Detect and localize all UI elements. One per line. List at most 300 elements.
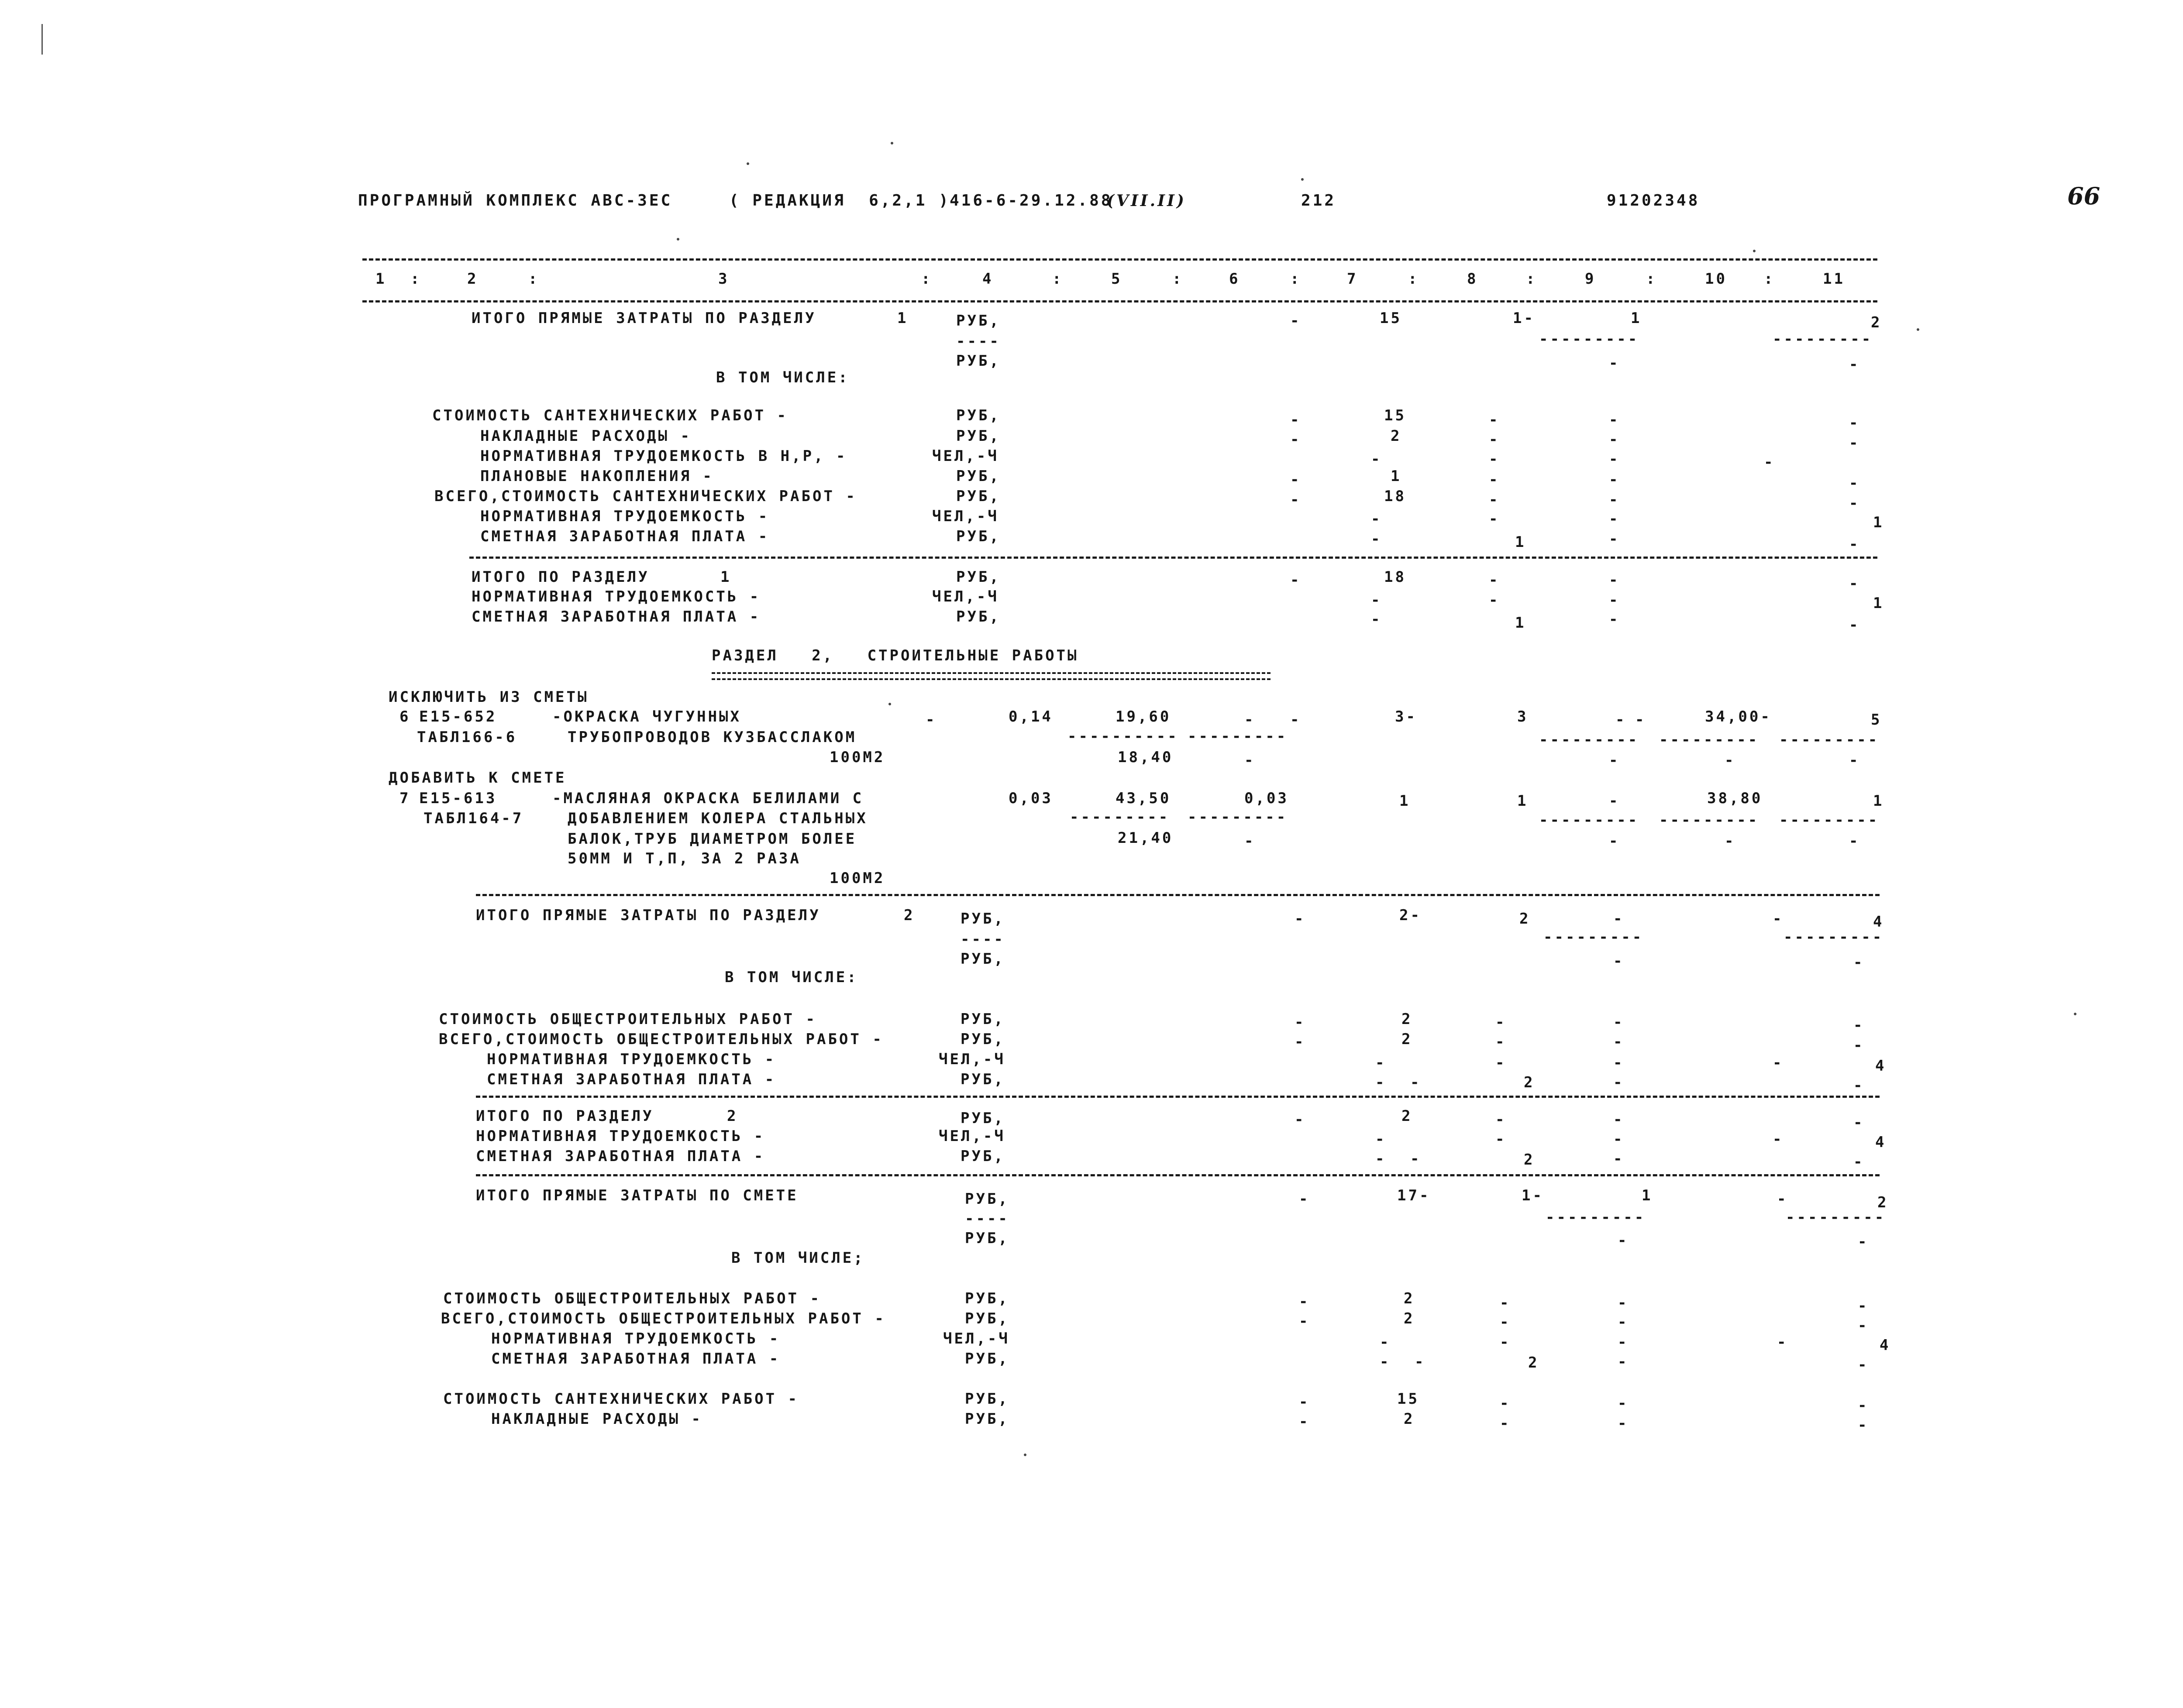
item-name: -ОКРАСКА ЧУГУННЫХ (552, 708, 741, 725)
razdel-number: 2 (904, 907, 915, 924)
unit-dashes: ---- (956, 333, 1001, 350)
unit-dashes: ---- (961, 931, 1005, 948)
scan-speck (747, 162, 749, 165)
item-c5: 21,40 (1118, 829, 1174, 847)
cell-dash: - (1489, 411, 1500, 429)
cell-dash: - (1244, 832, 1256, 850)
scan-speck (1301, 178, 1304, 181)
cell-dash: - (1295, 1033, 1306, 1051)
item-name: ДОБАВЛЕНИЕМ КОЛЕРА СТАЛЬНЫХ (568, 810, 868, 827)
doc-code-handwritten: (VII.II) (1107, 192, 1186, 210)
underline: --------- (1773, 330, 1873, 348)
cell-dash: - (1410, 1074, 1422, 1091)
cell-dash: - (1858, 1356, 1869, 1374)
cell-dash: - (1613, 1054, 1625, 1072)
razdel-number: 1 (897, 309, 909, 327)
cell-dash: - (1371, 510, 1382, 528)
item-code: Е15-652 (419, 708, 497, 725)
cell-dash: - (1371, 450, 1382, 468)
subheading: В ТОМ ЧИСЛЕ; (731, 1249, 865, 1267)
unit: РУБ, (961, 1010, 1005, 1028)
cell-c7: 1 (1391, 467, 1402, 485)
item-c8: 3 (1517, 708, 1529, 725)
item-table: ТАБЛ166-6 (417, 729, 517, 746)
unit: РУБ, (961, 1148, 1005, 1165)
cell-dash: - (1613, 952, 1625, 970)
cell-dash: - (1495, 1111, 1507, 1128)
cell-dash: - (1371, 611, 1382, 628)
underline: --------- (1539, 330, 1639, 348)
unit: РУБ, (956, 488, 1001, 505)
subheading: В ТОМ ЧИСЛЕ: (725, 969, 858, 986)
cell-dash: - (1371, 591, 1382, 609)
cell-dash: - (1849, 434, 1860, 452)
cell-dash: - (1853, 1037, 1865, 1054)
cell-dash: - (1618, 1395, 1629, 1412)
cell-dash: - (1635, 711, 1646, 729)
subheading: В ТОМ ЧИСЛЕ: (716, 369, 850, 386)
row-label: НОРМАТИВНАЯ ТРУДОЕМКОСТЬ - (491, 1330, 781, 1347)
razdel-number: 2 (727, 1107, 738, 1125)
underline: --------- (1786, 1209, 1886, 1226)
cell-dash: - (926, 711, 937, 729)
col-num-8: 8 (1467, 270, 1478, 288)
unit: РУБ, (965, 1390, 1009, 1408)
col-num-5: 5 (1111, 270, 1122, 288)
cell-c7: 15 (1397, 1390, 1419, 1408)
cell-dash: - (1290, 571, 1302, 589)
cell-dash: - (1609, 450, 1620, 468)
cell-c8: 1- (1522, 1187, 1544, 1204)
underline: --------- (1539, 731, 1639, 749)
program-name: ПРОГРАМНЫЙ КОМПЛЕКС АВС-ЗЕС (358, 192, 673, 210)
item-qty: 0,14 (1009, 708, 1053, 725)
cell-dash: - (1299, 1413, 1310, 1430)
cell-dash: - (1773, 1131, 1784, 1148)
cell-dash: - (1773, 1054, 1784, 1072)
unit: РУБ, (965, 1290, 1009, 1307)
col-num-3: 3 (718, 270, 730, 288)
cell-c8: 1- (1513, 309, 1535, 327)
cell-dash: - (1244, 711, 1256, 729)
underline: --------- (1539, 811, 1639, 829)
cell-dash: - (1299, 1293, 1310, 1310)
col-sep: : (410, 270, 422, 288)
cell-c11: 1 (1873, 514, 1884, 531)
cell-c7: 2 (1401, 1031, 1413, 1048)
section-2-rule-1 (476, 894, 1880, 896)
unit: ЧЕЛ,-Ч (939, 1127, 1005, 1145)
unit: РУБ, (956, 352, 1001, 370)
row-label: СТОИМОСТЬ ОБЩЕСТРОИТЕЛЬНЫХ РАБОТ - (443, 1290, 821, 1307)
cell-dash: - (1489, 591, 1500, 609)
cell-dash: - (1849, 752, 1860, 769)
cell-dash: - (1609, 471, 1620, 488)
cell-c7: 18 (1384, 568, 1406, 586)
row-label: СМЕТНАЯ ЗАРАБОТНАЯ ПЛАТА - (491, 1350, 781, 1368)
cell-c7: 2 (1391, 427, 1402, 445)
cell-dash: - (1500, 1395, 1511, 1412)
cell-dash: - (1777, 1190, 1788, 1208)
sheet-number-handwritten: 66 (2067, 182, 2100, 210)
underline: --------- (1546, 1209, 1646, 1226)
unit: РУБ, (965, 1310, 1009, 1327)
cell-dash: - (1613, 1074, 1625, 1091)
row-label: ПЛАНОВЫЕ НАКОПЛЕНИЯ - (480, 467, 714, 485)
row-label: ИТОГО ПО РАЗДЕЛУ (476, 1107, 654, 1125)
cell-dash: - (1849, 832, 1860, 850)
cell-c8: 2 (1528, 1354, 1539, 1371)
item-qty: 0,03 (1009, 790, 1053, 807)
cell-dash: - (1609, 530, 1620, 548)
scan-speck (888, 703, 891, 705)
section-2-rule-3 (476, 1174, 1880, 1176)
unit: РУБ, (965, 1350, 1009, 1368)
cell-c8: 2 (1524, 1151, 1535, 1168)
row-label: ИТОГО ПРЯМЫЕ ЗАТРАТЫ ПО СМЕТЕ (476, 1187, 799, 1204)
cell-dash: - (1609, 591, 1620, 609)
item-c10: 34,00- (1705, 708, 1772, 725)
cell-c7: 17- (1397, 1187, 1431, 1204)
razdel-number: 1 (720, 568, 732, 586)
underline: --------- (1070, 808, 1170, 826)
underline: --------- (1779, 731, 1880, 749)
cell-dash: - (1295, 1111, 1306, 1128)
cell-dash: - (1858, 1397, 1869, 1414)
cell-dash: - (1613, 1014, 1625, 1031)
cell-dash: - (1495, 1131, 1507, 1148)
exclude-heading: ИСКЛЮЧИТЬ ИЗ СМЕТЫ (389, 688, 589, 706)
cell-dash: - (1613, 1111, 1625, 1128)
unit: РУБ, (961, 950, 1005, 968)
item-number: 6 (399, 708, 411, 725)
cell-c7: 2 (1404, 1290, 1415, 1307)
cell-c7: 2 (1404, 1410, 1415, 1428)
row-label: СМЕТНАЯ ЗАРАБОТНАЯ ПЛАТА - (476, 1148, 765, 1165)
row-label: НОРМАТИВНАЯ ТРУДОЕМКОСТЬ - (472, 588, 761, 605)
col-sep: : (1764, 270, 1775, 288)
document-number: 91202348 (1607, 192, 1700, 210)
header-rule-top (362, 258, 1877, 261)
unit: ЧЕЛ,-Ч (943, 1330, 1010, 1347)
unit: РУБ, (956, 568, 1001, 586)
section-2-rule-2 (476, 1096, 1880, 1098)
row-label: СТОИМОСТЬ САНТЕХНИЧЕСКИХ РАБОТ - (432, 407, 788, 424)
item-c5: 43,50 (1116, 790, 1171, 807)
edition: ( РЕДАКЦИЯ 6,2,1 ) (729, 192, 950, 210)
col-num-4: 4 (982, 270, 994, 288)
cell-dash: - (1853, 1153, 1865, 1171)
underline: --------- (1659, 811, 1759, 829)
add-heading: ДОБАВИТЬ К СМЕТЕ (389, 769, 567, 787)
underline: --------- (1188, 808, 1288, 826)
cell-dash: - (1380, 1333, 1391, 1351)
cell-dash: - (1609, 491, 1620, 509)
cell-dash: - (1410, 1150, 1422, 1168)
scan-speck (677, 238, 679, 241)
cell-dash: - (1609, 510, 1620, 528)
col-sep: : (1052, 270, 1064, 288)
unit: ЧЕЛ,-Ч (932, 508, 999, 525)
col-num-9: 9 (1585, 270, 1596, 288)
cell-dash: - (1849, 616, 1860, 634)
unit: РУБ, (965, 1410, 1009, 1428)
cell-dash: - (1609, 411, 1620, 429)
cell-dash: - (1299, 1313, 1310, 1330)
item-name: 50ММ И Т,П, ЗА 2 РАЗА (568, 850, 801, 867)
cell-dash: - (1489, 431, 1500, 448)
item-c10: 38,80 (1707, 790, 1763, 807)
cell-c9: 1 (1631, 309, 1642, 327)
cell-dash: - (1609, 832, 1620, 850)
cell-c11: 2 (1877, 1194, 1889, 1211)
cell-dash: - (1500, 1294, 1511, 1312)
cell-dash: - (1290, 411, 1302, 429)
unit: РУБ, (956, 528, 1001, 545)
cell-c8: 2 (1524, 1074, 1535, 1091)
col-num-2: 2 (467, 270, 479, 288)
item-c7: 1 (1399, 792, 1411, 810)
col-sep: : (1408, 270, 1419, 288)
unit: РУБ, (965, 1190, 1009, 1208)
col-num-11: 11 (1823, 270, 1845, 288)
unit: РУБ, (961, 1031, 1005, 1048)
cell-dash: - (1500, 1313, 1511, 1331)
cell-c9: 1 (1642, 1187, 1653, 1204)
cell-dash: - (1858, 1416, 1869, 1434)
section-2-title: РАЗДЕЛ 2, СТРОИТЕЛЬНЫЕ РАБОТЫ (712, 647, 1079, 664)
cell-c7: 15 (1380, 309, 1402, 327)
cell-dash: - (1290, 491, 1302, 509)
item-unit: 100М2 (830, 749, 885, 766)
item-c5: 19,60 (1116, 708, 1171, 725)
unit: РУБ, (956, 608, 1001, 625)
cell-dash: - (1495, 1014, 1507, 1031)
cell-c11: 4 (1875, 1057, 1887, 1075)
unit: РУБ, (961, 1110, 1005, 1127)
unit: РУБ, (956, 467, 1001, 485)
cell-dash: - (1299, 1190, 1310, 1208)
item-code: Е15-613 (419, 790, 497, 807)
cell-c8: 1 (1515, 533, 1526, 551)
cell-dash: - (1495, 1054, 1507, 1072)
row-label: СТОИМОСТЬ САНТЕХНИЧЕСКИХ РАБОТ - (443, 1390, 799, 1408)
cell-c7: 2 (1401, 1010, 1413, 1028)
cell-dash: - (1773, 910, 1784, 928)
col-num-1: 1 (375, 270, 387, 288)
cell-dash: - (1849, 356, 1860, 373)
cell-dash: - (1858, 1297, 1869, 1315)
cell-dash: - (1244, 752, 1256, 769)
cell-c7: 18 (1384, 488, 1406, 505)
row-label: НОРМАТИВНАЯ ТРУДОЕМКОСТЬ - (480, 508, 770, 525)
unit: РУБ, (956, 407, 1001, 424)
item-c8: 1 (1517, 792, 1529, 810)
scan-speck (1753, 250, 1756, 252)
cell-dash: - (1375, 1150, 1387, 1168)
underline: --------- (1779, 811, 1880, 829)
header-rule-bottom (362, 300, 1877, 302)
cell-c11: 2 (1871, 314, 1882, 331)
underline: --------- (1543, 928, 1644, 946)
underline: --------- (1188, 728, 1288, 745)
cell-dash: - (1489, 491, 1500, 509)
cell-dash: - (1725, 832, 1736, 850)
cell-dash: - (1725, 752, 1736, 769)
cell-dash: - (1849, 495, 1860, 512)
scan-speck (891, 142, 893, 144)
cell-dash: - (1764, 454, 1775, 471)
item-table: ТАБЛ164-7 (424, 810, 524, 827)
cell-dash: - (1290, 711, 1302, 729)
cell-dash: - (1858, 1317, 1869, 1334)
cell-dash: - (1295, 910, 1306, 928)
col-sep: : (528, 270, 540, 288)
cell-c11: 4 (1880, 1337, 1891, 1354)
margin-mark (41, 24, 43, 55)
col-num-6: 6 (1229, 270, 1240, 288)
row-label: НАКЛАДНЫЕ РАСХОДЫ - (491, 1410, 702, 1428)
cell-dash: - (1618, 1353, 1629, 1371)
cell-dash: - (1290, 312, 1302, 330)
cell-dash: - (1618, 1232, 1629, 1249)
cell-dash: - (1609, 752, 1620, 769)
cell-dash: - (1853, 1077, 1865, 1094)
section-2-title-underline (712, 672, 1271, 680)
cell-c8: 2 (1519, 910, 1531, 928)
cell-dash: - (1489, 471, 1500, 488)
item-c7: 3- (1395, 708, 1417, 725)
unit: РУБ, (956, 427, 1001, 445)
unit: РУБ, (961, 910, 1005, 928)
row-label: ИТОГО ПРЯМЫЕ ЗАТРАТЫ ПО РАЗДЕЛУ (476, 907, 821, 924)
row-label: ВСЕГО,СТОИМОСТЬ САНТЕХНИЧЕСКИХ РАБОТ - (434, 488, 857, 505)
cell-dash: - (1613, 910, 1625, 928)
page-number: 212 (1301, 192, 1336, 210)
item-c5: 18,40 (1118, 749, 1174, 766)
cell-dash: - (1375, 1131, 1387, 1148)
cell-c11: 4 (1875, 1134, 1887, 1151)
col-num-7: 7 (1347, 270, 1358, 288)
cell-dash: - (1609, 792, 1620, 810)
cell-dash: - (1849, 536, 1860, 553)
unit: РУБ, (965, 1230, 1009, 1247)
cell-dash: - (1618, 1415, 1629, 1432)
cell-dash: - (1615, 711, 1627, 729)
col-sep: : (921, 270, 933, 288)
cell-c11: 1 (1873, 595, 1884, 612)
cell-dash: - (1609, 354, 1620, 372)
cell-dash: - (1858, 1233, 1869, 1251)
cell-dash: - (1853, 954, 1865, 971)
scan-speck (2074, 1013, 2076, 1015)
unit: РУБ, (956, 312, 1001, 330)
row-label: ВСЕГО,СТОИМОСТЬ ОБЩЕСТРОИТЕЛЬНЫХ РАБОТ - (439, 1031, 884, 1048)
col-sep: : (1526, 270, 1537, 288)
cell-dash: - (1609, 611, 1620, 628)
cell-dash: - (1609, 571, 1620, 589)
cell-dash: - (1489, 450, 1500, 468)
cell-dash: - (1618, 1294, 1629, 1312)
cell-c8: 1 (1515, 614, 1526, 632)
row-label: ВСЕГО,СТОИМОСТЬ ОБЩЕСТРОИТЕЛЬНЫХ РАБОТ - (441, 1310, 886, 1327)
cell-dash: - (1853, 1017, 1865, 1034)
cell-dash: - (1380, 1353, 1391, 1371)
cell-dash: - (1371, 530, 1382, 548)
cell-dash: - (1849, 575, 1860, 592)
cell-dash: - (1415, 1353, 1426, 1371)
scan-speck (1024, 1454, 1026, 1456)
underline: ---------- (1067, 728, 1179, 745)
item-c6: 0,03 (1244, 790, 1289, 807)
unit: РУБ, (961, 1071, 1005, 1088)
cell-dash: - (1849, 474, 1860, 492)
row-label: НАКЛАДНЫЕ РАСХОДЫ - (480, 427, 692, 445)
unit: ЧЕЛ,-Ч (932, 588, 999, 605)
cell-dash: - (1613, 1131, 1625, 1148)
cell-c11: 4 (1873, 913, 1884, 931)
cell-dash: - (1777, 1333, 1788, 1351)
item-c11: 5 (1871, 711, 1882, 729)
cell-dash: - (1375, 1074, 1387, 1091)
cell-dash: - (1375, 1054, 1387, 1072)
cell-dash: - (1613, 1033, 1625, 1051)
row-label: СМЕТНАЯ ЗАРАБОТНАЯ ПЛАТА - (472, 608, 761, 625)
underline: --------- (1784, 928, 1884, 946)
scan-speck (1917, 328, 1919, 331)
row-label: ИТОГО ПО РАЗДЕЛУ (472, 568, 650, 586)
cell-dash: - (1618, 1313, 1629, 1331)
underline: --------- (1659, 731, 1759, 749)
cell-c7: 2- (1399, 907, 1422, 924)
cell-dash: - (1613, 1150, 1625, 1168)
doc-code: 416-6-29.12.88 (950, 192, 1113, 210)
row-label: НОРМАТИВНАЯ ТРУДОЕМКОСТЬ - (487, 1051, 776, 1068)
col-sep: : (1290, 270, 1302, 288)
row-label: ИТОГО ПРЯМЫЕ ЗАТРАТЫ ПО РАЗДЕЛУ (472, 309, 816, 327)
cell-dash: - (1495, 1033, 1507, 1051)
item-name: -МАСЛЯНАЯ ОКРАСКА БЕЛИЛАМИ С (552, 790, 864, 807)
cell-c7: 2 (1404, 1310, 1415, 1327)
col-num-10: 10 (1705, 270, 1727, 288)
cell-dash: - (1853, 1114, 1865, 1131)
item-name: БАЛОК,ТРУБ ДИАМЕТРОМ БОЛЕЕ (568, 830, 857, 848)
cell-dash: - (1290, 431, 1302, 448)
cell-dash: - (1299, 1393, 1310, 1411)
cell-dash: - (1849, 414, 1860, 432)
section-1-rule (469, 557, 1877, 559)
row-label: НОРМАТИВНАЯ ТРУДОЕМКОСТЬ - (476, 1127, 765, 1145)
unit: ЧЕЛ,-Ч (939, 1051, 1005, 1068)
item-c11: 1 (1873, 792, 1884, 810)
cell-dash: - (1290, 471, 1302, 488)
cell-dash: - (1618, 1333, 1629, 1351)
row-label: СМЕТНАЯ ЗАРАБОТНАЯ ПЛАТА - (487, 1071, 776, 1088)
col-sep: : (1172, 270, 1184, 288)
cell-dash: - (1295, 1014, 1306, 1031)
cell-dash: - (1489, 571, 1500, 589)
item-unit: 100М2 (830, 869, 885, 887)
item-name: ТРУБОПРОВОДОВ КУЗБАССЛАКОМ (568, 729, 857, 746)
unit-dashes: ---- (965, 1210, 1009, 1227)
cell-dash: - (1609, 431, 1620, 448)
unit: ЧЕЛ,-Ч (932, 447, 999, 465)
item-number: 7 (399, 790, 411, 807)
row-label: СМЕТНАЯ ЗАРАБОТНАЯ ПЛАТА - (480, 528, 770, 545)
row-label: СТОИМОСТЬ ОБЩЕСТРОИТЕЛЬНЫХ РАБОТ - (439, 1010, 817, 1028)
col-sep: : (1646, 270, 1657, 288)
cell-dash: - (1500, 1415, 1511, 1432)
